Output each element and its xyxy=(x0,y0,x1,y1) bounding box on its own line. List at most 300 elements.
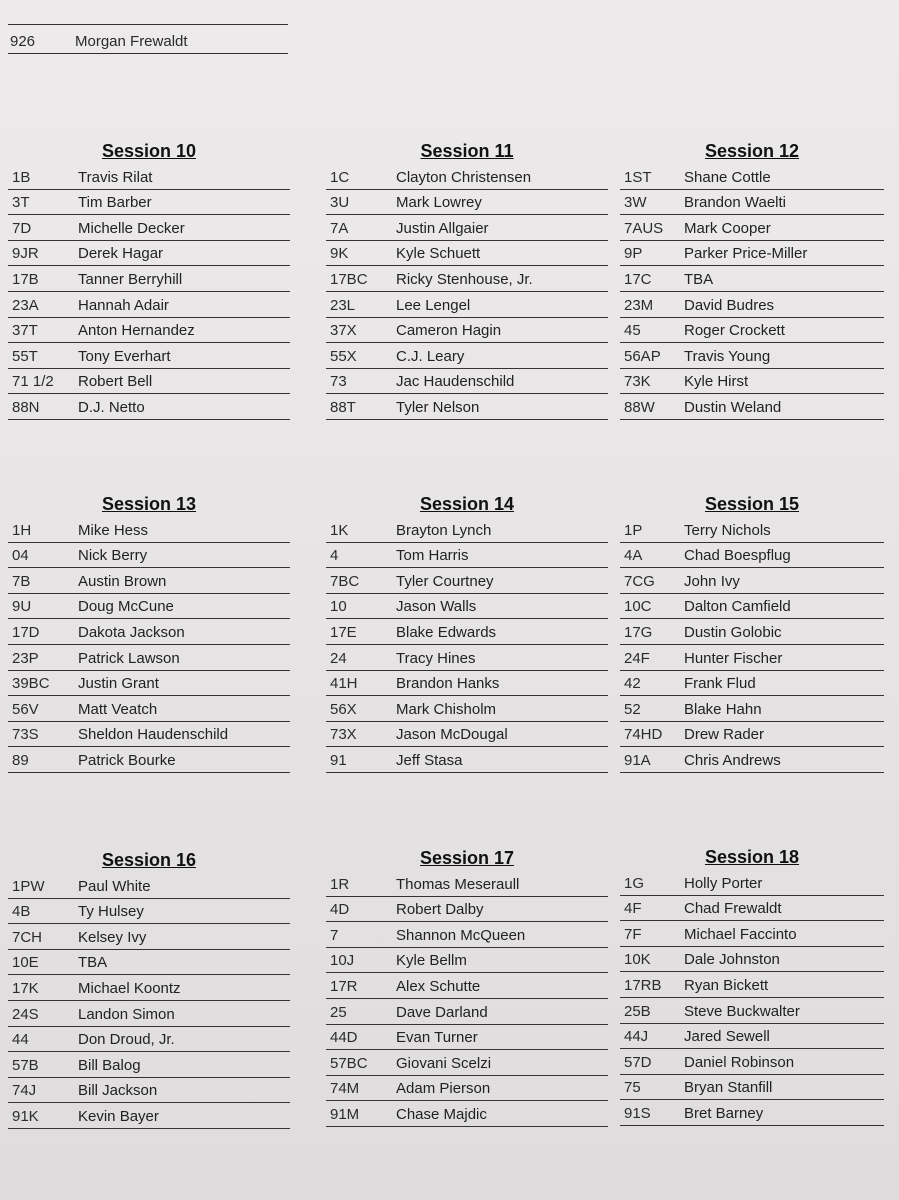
entry-row xyxy=(620,722,884,748)
driver-name: Chase Majdic xyxy=(396,1105,487,1123)
entry-row xyxy=(326,671,608,697)
car-number: 1K xyxy=(330,521,349,539)
car-number: 1C xyxy=(330,168,350,186)
driver-name: Don Droud, Jr. xyxy=(78,1031,175,1049)
entry-row xyxy=(620,1075,884,1101)
entry-row xyxy=(326,241,608,267)
entry-row xyxy=(620,543,884,569)
car-number: 4D xyxy=(330,901,350,919)
driver-name: Michael Faccinto xyxy=(684,925,797,943)
session-title: Session 17 xyxy=(419,848,515,868)
entry-row xyxy=(620,998,884,1024)
entry-row xyxy=(620,190,884,216)
entry-row xyxy=(326,999,608,1025)
car-number: 56AP xyxy=(624,347,661,365)
entry-row xyxy=(326,948,608,974)
car-number: 74HD xyxy=(624,726,663,744)
driver-name: Derek Hagar xyxy=(78,245,164,263)
driver-name: Daniel Robinson xyxy=(684,1053,795,1071)
entry-row xyxy=(8,873,290,899)
car-number: 1R xyxy=(330,875,350,893)
entry-row xyxy=(8,215,290,241)
car-number: 91S xyxy=(624,1104,651,1122)
session-title: Session 13 xyxy=(101,494,197,514)
entry-list xyxy=(8,164,290,420)
session-title: Session 16 xyxy=(101,850,197,870)
entry-row xyxy=(620,568,884,594)
entry-row xyxy=(8,924,290,950)
entry-row xyxy=(326,543,608,569)
driver-name: Brandon Hanks xyxy=(396,675,500,693)
driver-name: TBA xyxy=(78,954,108,972)
car-number: 9P xyxy=(624,245,643,263)
entry-list xyxy=(326,164,608,420)
car-number: 44J xyxy=(624,1028,649,1046)
entry-list xyxy=(620,517,884,773)
car-number: 4B xyxy=(12,903,31,921)
entry-row xyxy=(8,190,290,216)
driver-name: Tanner Berryhill xyxy=(78,270,183,288)
entry-row xyxy=(620,1100,884,1126)
entry-row xyxy=(620,671,884,697)
driver-name: Sheldon Haudenschild xyxy=(78,726,229,744)
driver-name: Brayton Lynch xyxy=(396,521,492,539)
driver-name: Shannon McQueen xyxy=(396,926,526,944)
driver-name: Morgan Frewaldt xyxy=(75,33,188,50)
car-number: 7CG xyxy=(624,572,655,590)
car-number: 17G xyxy=(624,623,653,641)
entry-row xyxy=(620,972,884,998)
entry-row xyxy=(8,343,290,369)
car-number: 73 xyxy=(330,373,347,391)
car-number: 17E xyxy=(330,623,357,641)
car-number: 9K xyxy=(330,245,349,263)
entry-row xyxy=(620,870,884,896)
driver-name: Dustin Golobic xyxy=(684,623,782,641)
car-number: 91 xyxy=(330,751,347,769)
driver-name: Drew Rader xyxy=(684,726,765,744)
driver-name: TBA xyxy=(684,270,714,288)
driver-name: Justin Grant xyxy=(78,675,159,693)
entry-row xyxy=(620,517,884,543)
driver-name: Nick Berry xyxy=(78,547,148,565)
driver-name: Jason Walls xyxy=(396,598,477,616)
driver-name: Austin Brown xyxy=(78,572,167,590)
car-number: 10J xyxy=(330,952,355,970)
driver-name: Blake Edwards xyxy=(396,623,497,641)
car-number: 56X xyxy=(330,700,357,718)
entry-row xyxy=(620,594,884,620)
session-block xyxy=(8,491,290,773)
driver-name: Robert Bell xyxy=(78,373,153,391)
car-number: 10E xyxy=(12,954,39,972)
driver-name: Landon Simon xyxy=(78,1005,175,1023)
entry-row xyxy=(8,543,290,569)
driver-name: Tracy Hines xyxy=(396,649,476,667)
entry-row xyxy=(620,619,884,645)
entry-row xyxy=(8,950,290,976)
entry-list xyxy=(620,870,884,1126)
driver-name: Bill Jackson xyxy=(78,1082,158,1100)
car-number: 37X xyxy=(330,322,357,340)
driver-name: Tony Everhart xyxy=(78,347,171,365)
car-number: 17K xyxy=(12,979,39,997)
car-number: 41H xyxy=(330,675,358,693)
entry-row xyxy=(326,266,608,292)
session-block xyxy=(8,847,290,1129)
car-number: 52 xyxy=(624,700,641,718)
car-number: 91K xyxy=(12,1107,39,1125)
entry-row xyxy=(326,394,608,420)
entry-row xyxy=(326,594,608,620)
car-number: 55T xyxy=(12,347,38,365)
entry-list xyxy=(326,871,608,1127)
driver-name: Bill Balog xyxy=(78,1056,141,1074)
entry-list xyxy=(8,873,290,1129)
entry-row xyxy=(326,517,608,543)
driver-name: Kevin Bayer xyxy=(78,1107,159,1125)
driver-name: Kyle Bellm xyxy=(396,952,467,970)
entry-row xyxy=(8,394,290,420)
car-number: 39BC xyxy=(12,675,50,693)
driver-name: D.J. Netto xyxy=(78,398,145,416)
driver-name: John Ivy xyxy=(684,572,740,590)
driver-name: Holly Porter xyxy=(684,874,763,892)
car-number: 17R xyxy=(330,977,358,995)
car-number: 7D xyxy=(12,219,32,237)
driver-name: Travis Young xyxy=(684,347,771,365)
car-number: 04 xyxy=(12,547,29,565)
driver-name: Clayton Christensen xyxy=(396,168,532,186)
driver-name: Evan Turner xyxy=(396,1029,478,1047)
car-number: 44 xyxy=(12,1031,29,1049)
car-number: 17BC xyxy=(330,270,368,288)
top-entry-row xyxy=(8,24,288,54)
driver-name: Ty Hulsey xyxy=(78,903,144,921)
session-title: Session 10 xyxy=(101,141,197,161)
entry-row xyxy=(326,747,608,773)
driver-name: Jared Sewell xyxy=(684,1028,770,1046)
session-title: Session 11 xyxy=(420,141,514,161)
entry-row xyxy=(326,369,608,395)
entry-row xyxy=(326,645,608,671)
driver-name: Anton Hernandez xyxy=(78,322,195,340)
driver-name: Dakota Jackson xyxy=(78,623,185,641)
car-number: 7B xyxy=(12,572,31,590)
entry-row xyxy=(620,696,884,722)
entry-row xyxy=(8,619,290,645)
driver-name: Bryan Stanfill xyxy=(684,1079,773,1097)
entry-row xyxy=(326,1076,608,1102)
car-number: 10C xyxy=(624,598,652,616)
driver-name: Giovani Scelzi xyxy=(396,1054,492,1072)
car-number: 7BC xyxy=(330,572,360,590)
car-number: 24S xyxy=(12,1005,39,1023)
car-number: 10K xyxy=(624,951,651,969)
session-block xyxy=(620,844,884,1126)
car-number: 10 xyxy=(330,598,347,616)
driver-name: Shane Cottle xyxy=(684,168,771,186)
car-number: 1ST xyxy=(624,168,652,186)
entry-row xyxy=(620,1024,884,1050)
session-title: Session 15 xyxy=(704,494,800,514)
driver-name: Hunter Fischer xyxy=(684,649,783,667)
entry-row xyxy=(326,871,608,897)
entry-row xyxy=(620,747,884,773)
session-title: Session 12 xyxy=(704,141,800,161)
entry-row xyxy=(620,292,884,318)
car-number: 7A xyxy=(330,219,349,237)
entry-row xyxy=(8,369,290,395)
entry-row xyxy=(8,594,290,620)
driver-name: Mark Lowrey xyxy=(396,194,482,212)
car-number: 1G xyxy=(624,874,645,892)
driver-name: Tyler Nelson xyxy=(396,398,480,416)
driver-name: Michelle Decker xyxy=(78,219,185,237)
driver-name: Thomas Meseraull xyxy=(396,875,520,893)
entry-row xyxy=(326,619,608,645)
entry-row xyxy=(326,568,608,594)
driver-name: Tyler Courtney xyxy=(396,572,494,590)
entry-row xyxy=(8,1027,290,1053)
driver-name: Tom Harris xyxy=(396,547,469,565)
entry-row xyxy=(620,318,884,344)
entry-row xyxy=(620,241,884,267)
car-number: 3W xyxy=(624,194,647,212)
entry-row xyxy=(8,975,290,1001)
entry-row xyxy=(620,921,884,947)
car-number: 91M xyxy=(330,1105,360,1123)
car-number: 75 xyxy=(624,1079,641,1097)
entry-row xyxy=(620,369,884,395)
car-number: 57D xyxy=(624,1053,652,1071)
car-number: 7CH xyxy=(12,928,43,946)
driver-name: Dale Johnston xyxy=(684,951,780,969)
entry-row xyxy=(326,190,608,216)
car-number: 24 xyxy=(330,649,347,667)
entry-row xyxy=(8,1052,290,1078)
entry-row xyxy=(620,215,884,241)
car-number: 17C xyxy=(624,270,652,288)
driver-name: Terry Nichols xyxy=(684,521,771,539)
car-number: 926 xyxy=(10,33,36,50)
session-title: Session 14 xyxy=(419,494,515,514)
driver-name: Ryan Bickett xyxy=(684,976,769,994)
session-block xyxy=(620,491,884,773)
entry-list xyxy=(8,517,290,773)
entry-row xyxy=(8,1103,290,1129)
car-number: 7AUS xyxy=(624,219,664,237)
driver-name: Kyle Hirst xyxy=(684,373,749,391)
driver-name: Brandon Waelti xyxy=(684,194,786,212)
entry-row xyxy=(8,899,290,925)
car-number: 17RB xyxy=(624,976,662,994)
driver-name: Frank Flud xyxy=(684,675,756,693)
car-number: 73X xyxy=(330,726,357,744)
car-number: 23L xyxy=(330,296,356,314)
entry-row xyxy=(8,1078,290,1104)
car-number: 73K xyxy=(624,373,651,391)
entry-row xyxy=(8,241,290,267)
car-number: 3U xyxy=(330,194,350,212)
car-number: 1B xyxy=(12,168,31,186)
driver-name: Chad Frewaldt xyxy=(684,900,782,918)
car-number: 17D xyxy=(12,623,40,641)
car-number: 45 xyxy=(624,322,641,340)
entry-row xyxy=(620,1049,884,1075)
entry-row xyxy=(326,897,608,923)
entry-row xyxy=(8,747,290,773)
car-number: 4 xyxy=(330,547,339,565)
session-block xyxy=(326,845,608,1127)
driver-name: Kyle Schuett xyxy=(396,245,481,263)
car-number: 88N xyxy=(12,398,40,416)
driver-name: Doug McCune xyxy=(78,598,174,616)
driver-name: Paul White xyxy=(78,877,151,895)
car-number: 23P xyxy=(12,649,39,667)
driver-name: Roger Crockett xyxy=(684,322,785,340)
entry-list xyxy=(620,164,884,420)
entry-row xyxy=(8,517,290,543)
session-block xyxy=(326,491,608,773)
entry-row xyxy=(326,973,608,999)
driver-name: Dave Darland xyxy=(396,1003,488,1021)
driver-name: Matt Veatch xyxy=(78,700,158,718)
driver-name: Lee Lengel xyxy=(396,296,471,314)
entry-row xyxy=(8,318,290,344)
driver-name: Hannah Adair xyxy=(78,296,169,314)
car-number: 24F xyxy=(624,649,650,667)
car-number: 25B xyxy=(624,1002,651,1020)
car-number: 91A xyxy=(624,751,651,769)
car-number: 71 1/2 xyxy=(12,373,54,391)
driver-name: Travis Rilat xyxy=(78,168,153,186)
car-number: 3T xyxy=(12,194,30,212)
car-number: 7F xyxy=(624,925,642,943)
driver-name: Chris Andrews xyxy=(684,751,781,769)
car-number: 25 xyxy=(330,1003,347,1021)
session-block xyxy=(8,138,290,420)
driver-name: Chad Boespflug xyxy=(684,547,791,565)
entry-row xyxy=(8,266,290,292)
driver-name: Mark Chisholm xyxy=(396,700,497,718)
driver-name: Bret Barney xyxy=(684,1104,764,1122)
driver-name: Blake Hahn xyxy=(684,700,762,718)
entry-row xyxy=(326,215,608,241)
car-number: 88T xyxy=(330,398,356,416)
car-number: 1PW xyxy=(12,877,45,895)
driver-name: Patrick Bourke xyxy=(78,751,176,769)
entry-row xyxy=(620,394,884,420)
entry-row xyxy=(326,696,608,722)
driver-name: Dalton Camfield xyxy=(684,598,791,616)
session-block xyxy=(326,138,608,420)
driver-name: Cameron Hagin xyxy=(396,322,502,340)
session-title: Session 18 xyxy=(704,847,800,867)
driver-name: Michael Koontz xyxy=(78,979,181,997)
car-number: 89 xyxy=(12,751,29,769)
driver-name: Jason McDougal xyxy=(396,726,508,744)
car-number: 17B xyxy=(12,270,39,288)
entry-list xyxy=(326,517,608,773)
driver-name: Dustin Weland xyxy=(684,398,782,416)
entry-row xyxy=(326,318,608,344)
driver-name: Mark Cooper xyxy=(684,219,771,237)
entry-row xyxy=(8,1001,290,1027)
driver-name: Ricky Stenhouse, Jr. xyxy=(396,270,533,288)
car-number: 1H xyxy=(12,521,32,539)
driver-name: C.J. Leary xyxy=(396,347,465,365)
car-number: 23A xyxy=(12,296,39,314)
car-number: 74M xyxy=(330,1080,360,1098)
entry-row xyxy=(620,947,884,973)
entry-row xyxy=(620,645,884,671)
session-block xyxy=(620,138,884,420)
entry-row xyxy=(620,164,884,190)
driver-name: Tim Barber xyxy=(78,194,152,212)
car-number: 4A xyxy=(624,547,643,565)
driver-name: Kelsey Ivy xyxy=(78,928,147,946)
entry-row xyxy=(620,266,884,292)
car-number: 73S xyxy=(12,726,39,744)
car-number: 23M xyxy=(624,296,654,314)
driver-name: Jeff Stasa xyxy=(396,751,463,769)
car-number: 42 xyxy=(624,675,641,693)
car-number: 57BC xyxy=(330,1054,368,1072)
entry-row xyxy=(8,696,290,722)
car-number: 88W xyxy=(624,398,655,416)
driver-name: Mike Hess xyxy=(78,521,149,539)
driver-name: Justin Allgaier xyxy=(396,219,489,237)
entry-row xyxy=(620,343,884,369)
entry-row xyxy=(326,922,608,948)
entry-row xyxy=(8,292,290,318)
entry-row xyxy=(326,164,608,190)
driver-name: Steve Buckwalter xyxy=(684,1002,800,1020)
entry-row xyxy=(326,292,608,318)
car-number: 9U xyxy=(12,598,32,616)
driver-name: Adam Pierson xyxy=(396,1080,491,1098)
car-number: 55X xyxy=(330,347,357,365)
entry-row xyxy=(326,1050,608,1076)
car-number: 57B xyxy=(12,1056,39,1074)
entry-row xyxy=(8,164,290,190)
entry-row xyxy=(8,645,290,671)
entry-row xyxy=(8,568,290,594)
car-number: 9JR xyxy=(12,245,39,263)
driver-name: Robert Dalby xyxy=(396,901,484,919)
driver-name: Alex Schutte xyxy=(396,977,481,995)
entry-row xyxy=(326,343,608,369)
car-number: 7 xyxy=(330,926,339,944)
driver-name: Parker Price-Miller xyxy=(684,245,808,263)
car-number: 74J xyxy=(12,1082,37,1100)
car-number: 44D xyxy=(330,1029,358,1047)
entry-row xyxy=(8,671,290,697)
car-number: 37T xyxy=(12,322,38,340)
driver-name: Patrick Lawson xyxy=(78,649,180,667)
entry-row xyxy=(326,1025,608,1051)
car-number: 4F xyxy=(624,900,642,918)
car-number: 56V xyxy=(12,700,39,718)
driver-name: David Budres xyxy=(684,296,775,314)
entry-row xyxy=(620,896,884,922)
entry-row xyxy=(326,722,608,748)
car-number: 1P xyxy=(624,521,643,539)
entry-row xyxy=(326,1101,608,1127)
driver-name: Jac Haudenschild xyxy=(396,373,515,391)
entry-row xyxy=(8,722,290,748)
